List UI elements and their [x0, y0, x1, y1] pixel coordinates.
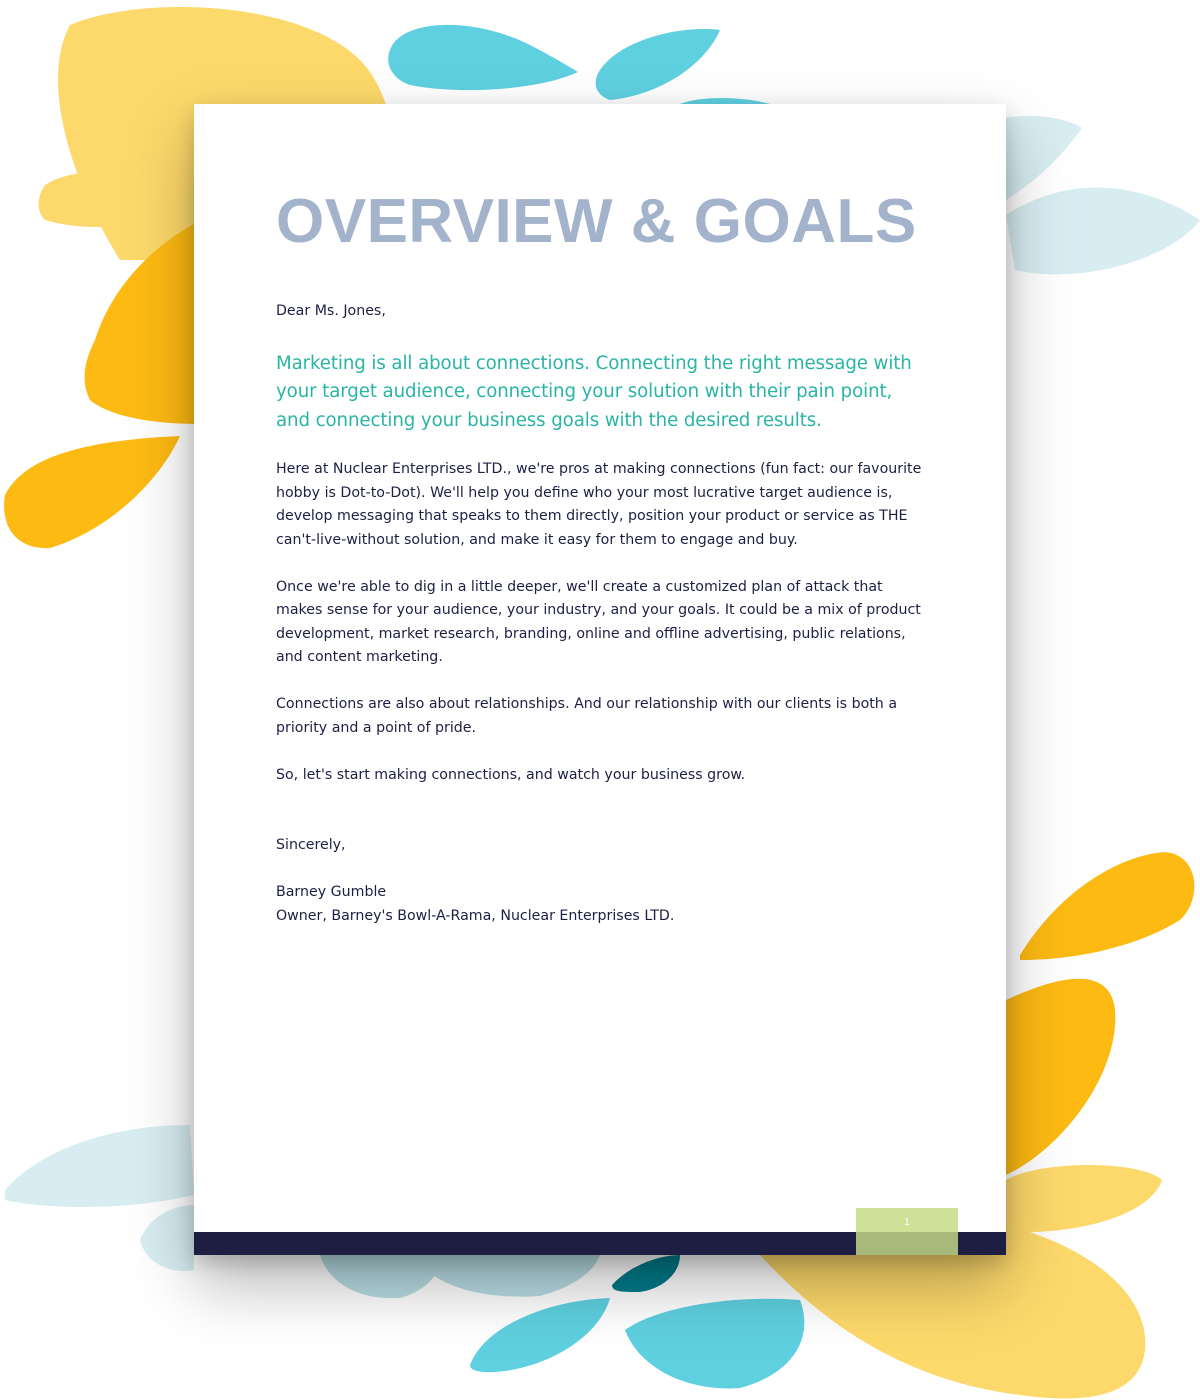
petal-shape — [5, 1125, 194, 1207]
petal-shape — [470, 1298, 610, 1372]
signature-title: Owner, Barney's Bowl-A-Rama, Nuclear Enterprises LTD. — [276, 907, 675, 924]
body-paragraph: Here at Nuclear Enterprises LTD., we're pros at making connections (fun fact: our favourite hobby is Dot-to-Dot). We'll help you define who your most lucrative target audience is, develop messaging that speaks to them directly, position your product or service as THE can't-live-without solution, and make it easy for them to engage and buy. — [276, 461, 922, 548]
petal-shape — [1006, 979, 1115, 1175]
page-title: OVERVIEW & GOALS — [276, 187, 917, 256]
signature-name: Barney Gumble — [276, 884, 387, 900]
petal-shape — [612, 1255, 680, 1292]
letter-body — [276, 300, 926, 928]
petal-shape — [596, 29, 720, 100]
petal-shape — [1006, 1165, 1162, 1232]
petal-shape — [625, 1299, 804, 1389]
petal-shape — [388, 25, 578, 90]
petal-shape — [4, 436, 180, 548]
page-number: 1 — [856, 1208, 958, 1232]
petal-shape — [140, 1205, 194, 1271]
petal-shape — [1006, 188, 1200, 275]
petal-shape — [1020, 852, 1194, 960]
page-number-tab — [856, 1208, 958, 1255]
document-page — [194, 104, 1006, 1255]
page-number-tab-base — [856, 1232, 958, 1255]
body-paragraph: Connections are also about relationships. And our relationship with our clients is both a priority and a point of pride. — [276, 696, 898, 736]
lead-paragraph: Marketing is all about connections. Connecting the right message with your target audience, connecting your solution with their pain point, and connecting your business goals with the desired results. — [276, 352, 912, 431]
body-paragraph: So, let's start making connections, and watch your business grow. — [276, 766, 746, 783]
petal-shape — [415, 1255, 600, 1297]
closing: Sincerely, — [276, 837, 346, 853]
salutation: Dear Ms. Jones, — [276, 303, 386, 319]
body-paragraph: Once we're able to dig in a little deeper, we'll create a customized plan of attack that makes sense for your audience, your industry, and your goals. It could be a mix of product development, market research, branding, online and offline advertising, public relations, and content marketing. — [276, 578, 921, 665]
petal-shape — [1006, 116, 1082, 200]
